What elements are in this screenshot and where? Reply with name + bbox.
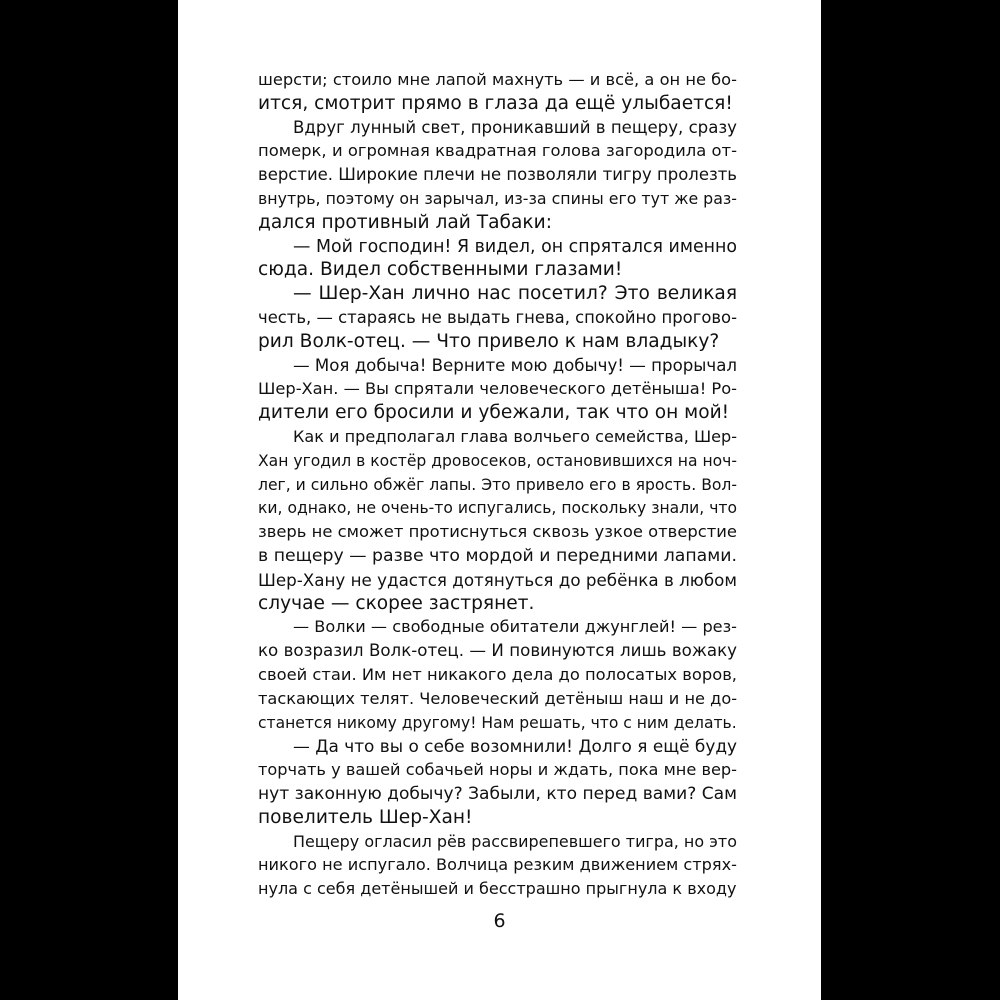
text-line: торчать у вашей собачьей норы и ждать, пока мне вер- <box>258 760 737 780</box>
text-line: случае — скорее застрянет. <box>258 592 535 614</box>
text-line: станется никому другому! Нам решать, что с ним делать. <box>258 713 737 732</box>
text-line: в пещеру — разве что мордой и передними лапами. <box>258 546 737 566</box>
text-line: — Волки — свободные обитатели джунглей! — рез- <box>293 617 737 637</box>
text-line: — Да что вы о себе возомнили! Долго я ещё буду <box>293 736 737 757</box>
text-line: честь, — стараясь не выдать гнева, спокойно прогово- <box>258 308 737 327</box>
book-page <box>178 0 821 1000</box>
page-number: 6 <box>493 910 506 932</box>
text-line: Хан угодил в костёр дровосеков, остановившихся на ноч- <box>258 451 737 470</box>
right-black-margin <box>821 0 1000 1000</box>
text-line: Шер-Хан. — Вы спрятали человеческого детёныша! Ро- <box>258 379 738 399</box>
text-line: — Мой господин! Я видел, он спрятался именно <box>293 236 737 257</box>
text-line: таскающих телят. Человеческий детёныш наш и не до- <box>258 688 738 708</box>
text-line: своей стаи. Им нет никакого дела до полосатых воров, <box>258 665 737 684</box>
text-line: ко возразил Волк-отец. — И повинуются лишь вожаку <box>258 641 737 661</box>
text-line: нут законную добычу? Забыли, кто перед вами? Сам <box>258 784 737 804</box>
text-line: дался противный лай Табаки: <box>258 211 552 233</box>
text-line: верстие. Широкие плечи не позволяли тигру пролезть <box>258 165 738 185</box>
text-line: рил Волк-отец. — Что привело к нам владыку? <box>258 330 720 352</box>
text-line: повелитель Шер-Хан! <box>258 806 473 828</box>
left-black-margin <box>0 0 178 1000</box>
text-line: сюда. Видел собственными глазами! <box>258 259 623 281</box>
text-line: — Шер-Хан лично нас посетил? Это великая <box>293 283 737 305</box>
text-line: лег, и сильно обжёг лапы. Это привело его в ярость. Вол- <box>258 475 737 494</box>
text-line: внутрь, поэтому он зарычал, из-за спины его тут же раз- <box>258 189 737 208</box>
text-line: померк, и огромная квадратная голова загородила от- <box>258 141 737 161</box>
text-line: — Моя добыча! Верните мою добычу! — прорычал <box>293 355 737 375</box>
text-line: Вдруг лунный свет, проникавший в пещеру, сразу <box>293 117 737 137</box>
text-line: нула с себя детёнышей и бесстрашно прыгнула к входу <box>258 879 737 899</box>
text-line: зверь не сможет протиснуться сквозь узкое отверстие <box>258 522 737 542</box>
text-line: Шер-Хану не удастся дотянуться до ребёнка в любом <box>258 569 737 590</box>
text-line: Пещеру огласил рёв рассвирепевшего тигра, но это <box>293 831 737 851</box>
text-line: никого не испугало. Волчица резким движением стрях- <box>258 855 737 875</box>
text-line: ки, однако, не очень-то испугались, поскольку знали, что <box>258 499 737 518</box>
text-line: шерсти; стоило мне лапой махнуть — и всё, а он не бо- <box>258 70 737 89</box>
text-line: дители его бросили и убежали, так что он мой! <box>258 402 730 424</box>
text-line: ится, смотрит прямо в глаза да ещё улыбается! <box>258 92 733 114</box>
text-line: Как и предполагал глава волчьего семейства, Шер- <box>293 427 737 446</box>
